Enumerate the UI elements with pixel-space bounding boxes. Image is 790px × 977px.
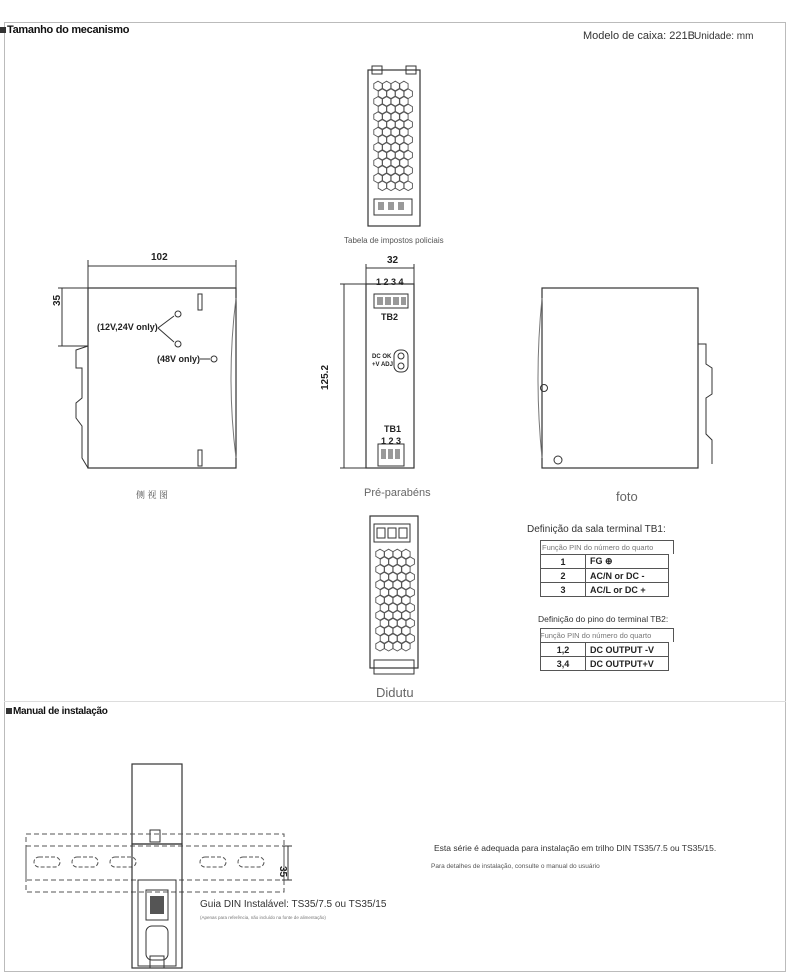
section-title-install bbox=[6, 706, 108, 717]
table-row bbox=[541, 657, 669, 671]
section-title-mechanism bbox=[0, 24, 129, 36]
function-cell: DC OUTPUT+V bbox=[586, 657, 669, 671]
function-cell: AC/N or DC - bbox=[586, 569, 669, 583]
dim-35-install: 35 bbox=[277, 866, 288, 878]
function-cell: FG ⊕ bbox=[586, 555, 669, 569]
bottom-view-drawing bbox=[364, 510, 424, 678]
bullet-icon bbox=[6, 708, 12, 714]
pin-cell: 1 bbox=[541, 555, 586, 569]
label-48v: (48V only) bbox=[157, 354, 201, 364]
table-row bbox=[541, 583, 669, 597]
v-adj-label: +V ADJ bbox=[372, 362, 393, 368]
dim-depth: 32 bbox=[387, 255, 399, 266]
side-view-left-drawing bbox=[48, 258, 248, 473]
tb2-table-header bbox=[540, 628, 674, 642]
front-view-drawing bbox=[340, 262, 420, 474]
vent-hole bbox=[393, 641, 401, 651]
dim-35-left: 35 bbox=[52, 294, 63, 306]
tb1-table-header bbox=[540, 540, 674, 554]
bullet-icon bbox=[0, 27, 6, 33]
vent-hole bbox=[402, 641, 410, 651]
dim-height: 125.2 bbox=[320, 364, 331, 390]
side-view-right-drawing bbox=[534, 284, 724, 474]
tb2-pin-numbers: 1 2 3 4 bbox=[376, 277, 404, 287]
table-row bbox=[541, 555, 669, 569]
rail-slot bbox=[200, 857, 226, 867]
din-rail-drawing bbox=[20, 760, 310, 972]
pin-cell: 1,2 bbox=[541, 643, 586, 657]
unit-label: Unidade: mm bbox=[694, 31, 754, 42]
rail-slot bbox=[238, 857, 264, 867]
tb1-pin-numbers: 1 2 3 bbox=[381, 436, 402, 446]
function-cell: AC/L or DC + bbox=[586, 583, 669, 597]
left-view-caption: 侧 视 图 bbox=[136, 490, 169, 500]
front-view-caption: Pré-parabéns bbox=[364, 487, 431, 499]
section-divider bbox=[4, 701, 786, 702]
section-title-text: Tamanho do mecanismo bbox=[7, 24, 130, 36]
right-view-caption: foto bbox=[616, 489, 638, 504]
rail-slot bbox=[34, 857, 60, 867]
tb1-table-title: Definição da sala terminal TB1: bbox=[527, 524, 666, 535]
tb2-table-title: Definição do pino do terminal TB2: bbox=[538, 614, 669, 624]
tb1-table bbox=[540, 554, 669, 597]
pin-cell: 3 bbox=[541, 583, 586, 597]
function-cell: DC OUTPUT -V bbox=[586, 643, 669, 657]
tb2-table bbox=[540, 642, 669, 671]
rail-label: Guia DIN Instalável: TS35/7.5 ou TS35/15 bbox=[200, 899, 387, 910]
tb1-table-subheader: Função PIN do número do quarto bbox=[542, 543, 654, 552]
dc-ok-label: DC OK bbox=[372, 354, 392, 360]
tb2-label: TB2 bbox=[381, 312, 399, 322]
table-row bbox=[541, 569, 669, 583]
install-description-sub: Para detalhes de instalação, consulte o manual do usuário bbox=[431, 863, 600, 870]
section-title-text: Manual de instalação bbox=[13, 706, 108, 717]
label-12v-24v: (12V,24V only) bbox=[97, 322, 158, 332]
rail-slot bbox=[72, 857, 98, 867]
install-description: Esta série é adequada para instalação em trilho DIN TS35/7.5 ou TS35/15. bbox=[434, 843, 717, 853]
pin-cell: 3,4 bbox=[541, 657, 586, 671]
tb2-table-subheader: Função PIN do número do quarto bbox=[540, 631, 652, 640]
tb1-label: TB1 bbox=[384, 424, 402, 434]
rail-note: (Apenas para referência, não incluído na fonte de alimentação) bbox=[200, 915, 326, 920]
dim-width: 102 bbox=[151, 252, 168, 263]
model-label: Modelo de caixa: 221B bbox=[583, 30, 695, 42]
pin-cell: 2 bbox=[541, 569, 586, 583]
top-view-caption: Tabela de impostos policiais bbox=[344, 236, 444, 245]
bottom-view-caption: Didutu bbox=[376, 685, 414, 700]
vent-hole bbox=[376, 641, 384, 651]
table-row bbox=[541, 643, 669, 657]
top-view-drawing bbox=[360, 64, 430, 232]
vent-hole bbox=[385, 641, 393, 651]
